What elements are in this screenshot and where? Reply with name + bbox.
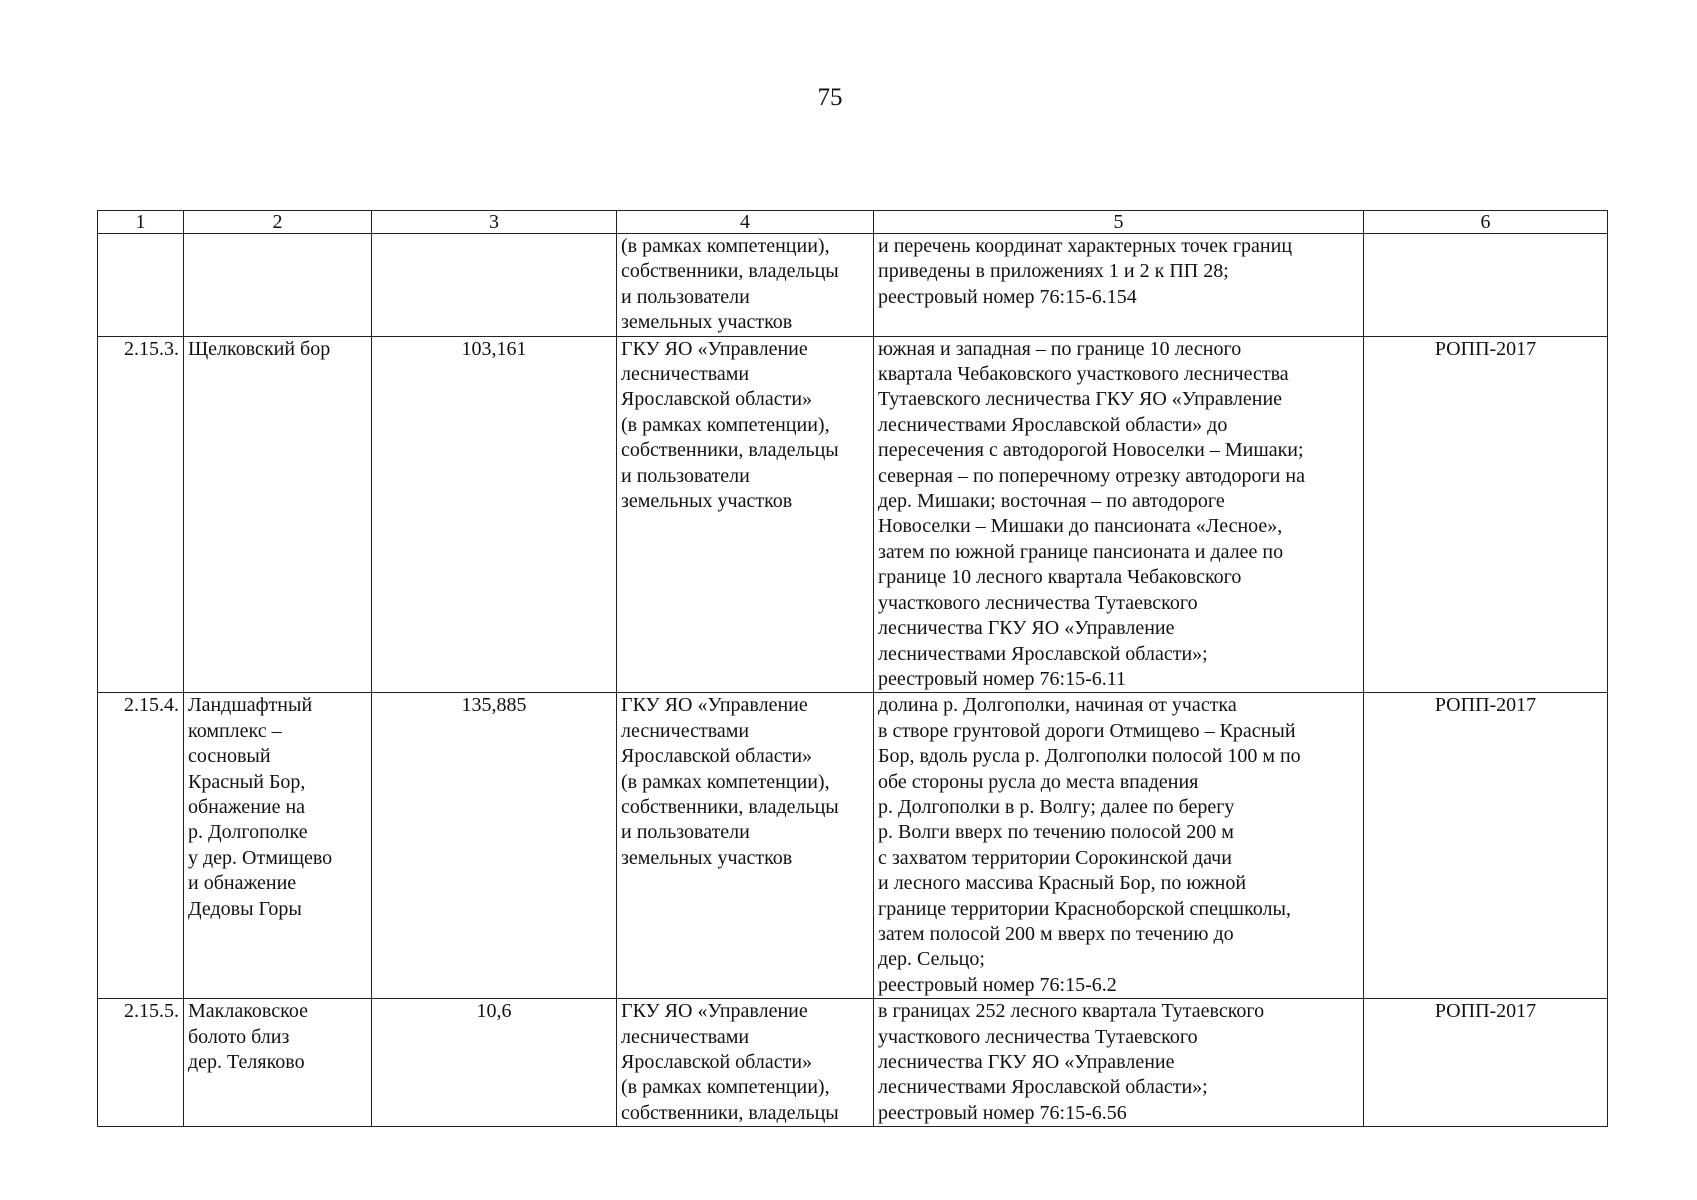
cell-text-line: Новоселки – Мишаки до пансионата «Лесное», [878, 515, 1283, 538]
cell-text-line: лесничествами [621, 719, 750, 742]
cell-boundary [874, 336, 1364, 693]
cell-text-line: долина р. Долгополки, начиная от участка [878, 694, 1237, 717]
cell-text-line: ГКУ ЯО «Управление [621, 337, 808, 360]
cell-text-line: р. Волги вверх по течению полосой 200 м [878, 821, 1234, 844]
cell-area [372, 693, 617, 999]
cell-text: 2.15.5. [124, 1000, 179, 1023]
cell-text-line: болото близ [188, 1025, 290, 1048]
cell-text-line: и пользователи [621, 464, 750, 487]
cell-text-line: лесничествами [621, 1025, 750, 1048]
page-number: 75 [817, 84, 843, 111]
cell-number [98, 336, 184, 693]
cell-boundary [874, 234, 1364, 337]
cell-text-line: участкового лесничества Тутаевского [878, 1025, 1198, 1048]
cell-area [372, 234, 617, 337]
cell-text-line: обе стороны русла до места впадения [878, 770, 1199, 793]
cell-text-line: и перечень координат характерных точек границ [878, 235, 1293, 257]
cell-text-line: собственники, владельцы [621, 439, 839, 462]
cell-text-line: комплекс – [188, 719, 282, 742]
cell-boundary [874, 999, 1364, 1127]
cell-text-line: границе 10 лесного квартала Чебаковского [878, 566, 1242, 589]
cell-text-line: Щелковский бор [188, 337, 331, 360]
cell-text-line: ГКУ ЯО «Управление [621, 1000, 808, 1023]
cell-text-line: затем полосой 200 м вверх по течению до [878, 922, 1234, 945]
cell-boundary [874, 693, 1364, 999]
cell-document [1364, 999, 1608, 1127]
cell-text-line: лесничества ГКУ ЯО «Управление [878, 1051, 1175, 1073]
cell-text-line: квартала Чебаковского участкового лесничества [878, 363, 1289, 386]
cell-document [1364, 234, 1608, 337]
cell-text-line: Ярославской области» [621, 1051, 813, 1073]
cell-text-line: обнажение на [188, 795, 306, 818]
cell-text-line: собственники, владельцы [621, 795, 839, 818]
cell-text-line: участкового лесничества Тутаевского [878, 591, 1198, 614]
cell-text-line: сосновый [188, 745, 271, 768]
cell-text-line: р. Долгополке [188, 821, 308, 844]
cell-text-line: реестровый номер 76:15-6.11 [878, 667, 1127, 690]
column-header: 1 [98, 211, 184, 234]
cell-text-line: земельных участков [621, 311, 793, 334]
cell-text-line: собственники, владельцы [621, 1101, 839, 1124]
cell-number [98, 234, 184, 337]
table-row [98, 999, 1608, 1127]
cell-text-line: земельных участков [621, 846, 793, 869]
cell-text-line: и лесного массива Красный Бор, по южной [878, 872, 1247, 895]
column-header: 5 [874, 211, 1364, 234]
cell-text-line: Ярославской области» [621, 388, 813, 411]
cell-text-line: земельных участков [621, 490, 793, 513]
cell-name [184, 693, 372, 999]
cell-text-line: границе территории Красноборской спецшколы, [878, 897, 1291, 920]
cell-text: 135,885 [461, 694, 527, 717]
cell-text: 103,161 [461, 337, 527, 360]
table-body [98, 234, 1608, 1127]
cell-text-line: Бор, вдоль русла р. Долгополки полосой 100 м по [878, 745, 1301, 768]
cell-text-line: в створе грунтовой дороги Отмищево – Красный [878, 719, 1296, 742]
cell-text-line: и пользователи [621, 285, 750, 308]
cell-text-line: ГКУ ЯО «Управление [621, 694, 808, 717]
cell-name [184, 234, 372, 337]
table-row [98, 693, 1608, 999]
cell-text-line: лесничествами [621, 363, 750, 386]
cell-owner [617, 999, 874, 1127]
cell-text: 10,6 [476, 1000, 512, 1023]
cell-document [1364, 336, 1608, 693]
table-row [98, 234, 1608, 337]
cell-document [1364, 693, 1608, 999]
cell-owner [617, 693, 874, 999]
cell-text: 2.15.3. [124, 337, 179, 360]
cell-text-line: южная и западная – по границе 10 лесного [878, 337, 1242, 360]
cell-text-line: лесничествами Ярославской области»; [878, 642, 1208, 665]
cell-text-line: (в рамках компетенции), [621, 413, 830, 436]
cell-text-line: Ландшафтный [188, 694, 313, 717]
cell-owner [617, 234, 874, 337]
cell-text-line: (в рамках компетенции), [621, 770, 830, 793]
cell-text-line: реестровый номер 76:15-6.154 [878, 285, 1137, 308]
cell-text: 2.15.4. [124, 694, 179, 717]
cell-text: РОПП-2017 [1434, 337, 1537, 360]
cell-text-line: Маклаковское [188, 1000, 308, 1023]
cell-text-line: в границах 252 лесного квартала Тутаевского [878, 1000, 1265, 1023]
column-header: 2 [184, 211, 372, 234]
registry-table [97, 210, 1608, 1127]
cell-text-line: реестровый номер 76:15-6.2 [878, 973, 1117, 996]
cell-area [372, 336, 617, 693]
cell-text-line: Дедовы Горы [188, 897, 302, 920]
cell-text-line: пересечения с автодорогой Новоселки – Мишаки; [878, 439, 1304, 462]
cell-text-line: реестровый номер 76:15-6.56 [878, 1101, 1127, 1124]
cell-text-line: с захватом территории Сорокинской дачи [878, 846, 1232, 869]
cell-text-line: и пользователи [621, 821, 750, 844]
cell-text-line: дер. Теляково [188, 1051, 305, 1073]
cell-text-line: Красный Бор, [188, 770, 306, 793]
cell-text-line: дер. Сельцо; [878, 948, 985, 971]
cell-text-line: собственники, владельцы [621, 260, 839, 283]
cell-text: РОПП-2017 [1434, 1000, 1537, 1023]
cell-text-line: и обнажение [188, 872, 297, 895]
cell-text-line: у дер. Отмищево [188, 846, 333, 869]
cell-owner [617, 336, 874, 693]
cell-name [184, 999, 372, 1127]
cell-text-line: дер. Мишаки; восточная – по автодороге [878, 490, 1225, 513]
table-header-row [98, 211, 1608, 234]
cell-text-line: лесничества ГКУ ЯО «Управление [878, 617, 1175, 640]
cell-text-line: затем по южной границе пансионата и далее по [878, 540, 1284, 563]
cell-text-line: р. Долгополки в р. Волгу; далее по берегу [878, 795, 1235, 818]
cell-number [98, 693, 184, 999]
cell-text: РОПП-2017 [1434, 694, 1537, 717]
cell-text-line: лесничествами Ярославской области»; [878, 1076, 1208, 1099]
cell-text-line: (в рамках компетенции), [621, 235, 830, 257]
cell-number [98, 999, 184, 1127]
cell-text-line: приведены в приложениях 1 и 2 к ПП 28; [878, 260, 1229, 283]
column-header: 4 [617, 211, 874, 234]
cell-text-line: лесничествами Ярославской области» до [878, 413, 1228, 436]
cell-text-line: северная – по поперечному отрезку автодороги на [878, 464, 1305, 487]
table-row [98, 336, 1608, 693]
column-header: 6 [1364, 211, 1608, 234]
cell-text-line: Ярославской области» [621, 745, 813, 768]
cell-area [372, 999, 617, 1127]
cell-text-line: (в рамках компетенции), [621, 1076, 830, 1099]
column-header: 3 [372, 211, 617, 234]
cell-text-line: Тутаевского лесничества ГКУ ЯО «Управление [878, 388, 1283, 411]
cell-name [184, 336, 372, 693]
